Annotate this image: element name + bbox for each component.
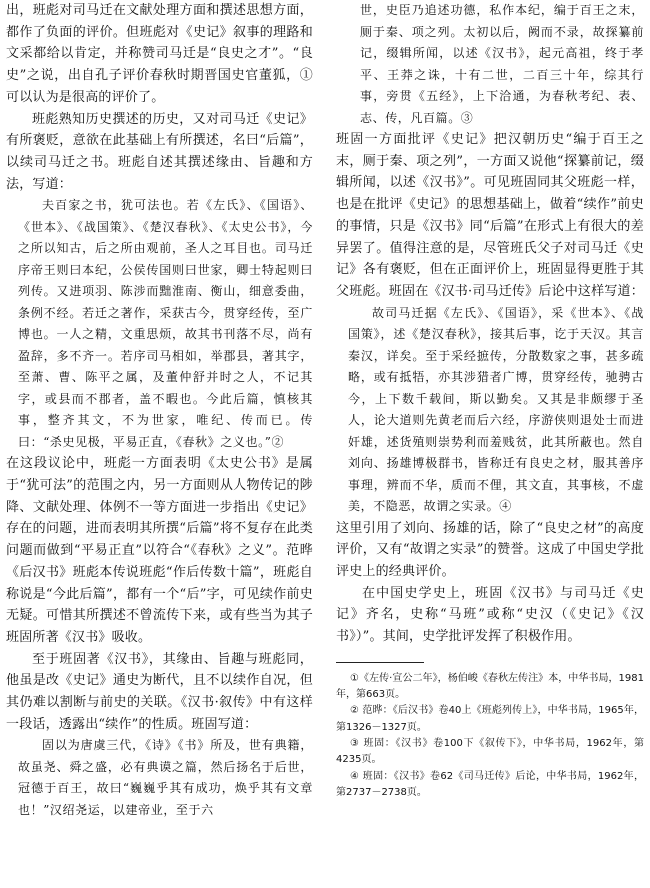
quotation-sima-qian-biography: 故司马迁据《左氏》、《国语》，采《世本》、《战国策》，述《楚汉春秋》，接其后事，讫于天汉。其言秦汉，详矣。至于采经摭传，分散数家之事，甚多疏略，或有抵牾，亦其涉猎者广博，贯穿经传，驰骋古今，上下数千载间，斯以勤矣。又其是非颇缪于圣人，论大道则先黄老而后六经，序游侠则退处士而进奸雄，述货殖则崇势利而羞贱贫，此其所蔽也。然自刘向、扬雄博极群书，皆称迁有良史之材，服其善序事理，辨而不华，质而不俚，其文直，其事核，不虚美，不隐恶，故谓之实录。④ — [348, 305, 644, 514]
footnotes — [336, 671, 644, 801]
footnote-1: ①《左传·宣公二年》，杨伯峻《春秋左传注》本，中华书局，1981年，第663页。 — [336, 672, 644, 701]
footnote-divider — [336, 662, 424, 663]
paragraph-7: 在中国史学史上，班固《汉书》与司马迁《史记》齐名，史称“马班”或称“史汉（《史记》《汉书》）”。其间，史学批评发挥了积极作用。 — [336, 585, 644, 645]
quotation-ban-biao: 夫百家之书，犹可法也。若《左氏》、《国语》、《世本》、《战国策》、《楚汉春秋》、《太史公书》，今之所以知古，后之所由观前，圣人之耳目也。司马迁序帝王则曰本纪，公侯传国则曰世家，卿士特起则曰列传。又进项羽、陈涉而黜淮南、衡山，细意委曲，条例不经。若迁之著作，采获古今，贯穿经传，至广博也。一人之精，文重思烦，故其书刊落不尽，尚有盈辞，多不齐一。若序司马相如，举郡县，著其字，至萧、曹、陈平之属，及董仲舒并时之人，不记其字，或县而不郡者，盖不暇也。今此后篇，慎核其事，整齐其文，不为世家，唯纪、传而已。传曰：“杀史见极，平易正直，《春秋》之义也。”② — [18, 198, 313, 449]
left-column — [6, 0, 313, 821]
paragraph-5: 班固一方面批评《史记》把汉朝历史“编于百王之末，厕于秦、项之列”，一方面又说他“探纂前记，缀辑所闻，以述《汉书》”。可见班固同其父班彪一样，也是在批评《史记》的思想基础上，做着“续作”前史的事情，只是《汉书》同“后篇”在形式上有很大的差异罢了。值得注意的是，尽管班氏父子对司马迁《史记》各有褒贬，但在正面评价上，班固显得更胜于其父班彪。班固在《汉书·司马迁传》后论中这样写道： — [336, 132, 644, 299]
footnote-4: ④ 班固：《汉书》卷62《司马迁传》后论，中华书局，1962年，第2737－2738页。 — [336, 770, 644, 798]
right-column — [336, 0, 644, 801]
paragraph-3: 在这段议论中，班彪一方面表明《太史公书》是属于“犹可法”的范围之内，另一方面则从人物传记的陟降、文献处理、体例不一等方面进一步指出《史记》存在的问题，进而表明其所撰“后篇”将不复存在此类问题而做到“平易正直”以符合“《春秋》之义”。范晔《后汉书》班彪本传说班彪“作后传数十篇”，班彪自称说是“今此后篇”，都有一个“后”字，可见续作前史无疑。可惜其所撰述不曾流传下来，或有些当为其子班固所著《汉书》吸收。 — [6, 456, 313, 645]
paragraph-2: 班彪熟知历史撰述的历史，又对司马迁《史记》有所褒贬，意欲在此基础上有所撰述，名曰“后篇”，以续司马迁之书。班彪自述其撰述缘由、旨趣和方法，写道： — [6, 111, 313, 192]
footnote-3: ③ 班固：《汉书》卷100下《叙传下》，中华书局，1962年，第4235页。 — [336, 738, 644, 766]
quotation-ban-gu-continued: 世，史臣乃追述功德，私作本纪，编于百王之末，厕于秦、项之列。太初以后，阙而不录，故探纂前记，缀辑所闻，以述《汉书》，起元高祖，终于孝平、王莽之诛，十有二世，二百三十年，综其行事，旁贯《五经》，上下洽通，为春秋考纪、表、志、传，凡百篇。③ — [360, 3, 644, 125]
footnote-2: ② 范晔：《后汉书》卷40上《班彪列传上》，中华书局，1965年，第1326－1327页。 — [336, 705, 644, 733]
paragraph-1: 出，班彪对司马迁在文献处理方面和撰述思想方面，都作了负面的评价。但班彪对《史记》叙事的理路和文采都给以肯定，并称赞司马迁是“良史之才”。“良史”之说，出自孔子评价春秋时期晋国史官董狐，①可以认为是很高的评价了。 — [6, 3, 313, 105]
paragraph-4: 至于班固著《汉书》，其缘由、旨趣与班彪同，他虽是改《史记》通史为断代，且不以续作自况，但其仍难以割断与前史的关联。《汉书·叙传》中有这样一段话，透露出“续作”的性质。班固写道： — [6, 651, 313, 732]
paragraph-6: 这里引用了刘向、扬雄的话，除了“良史之材”的高度评价，又有“故谓之实录”的赞誉。这成了中国史学批评史上的经典评价。 — [336, 520, 644, 580]
quotation-ban-gu-start: 固以为唐虞三代，《诗》《书》所及，世有典籍，故虽尧、舜之盛，必有典谟之篇，然后扬名于后世，冠德于百王，故曰“巍巍乎其有成功，焕乎其有文章也！”汉绍尧运，以建帝业，至于六 — [18, 738, 313, 817]
